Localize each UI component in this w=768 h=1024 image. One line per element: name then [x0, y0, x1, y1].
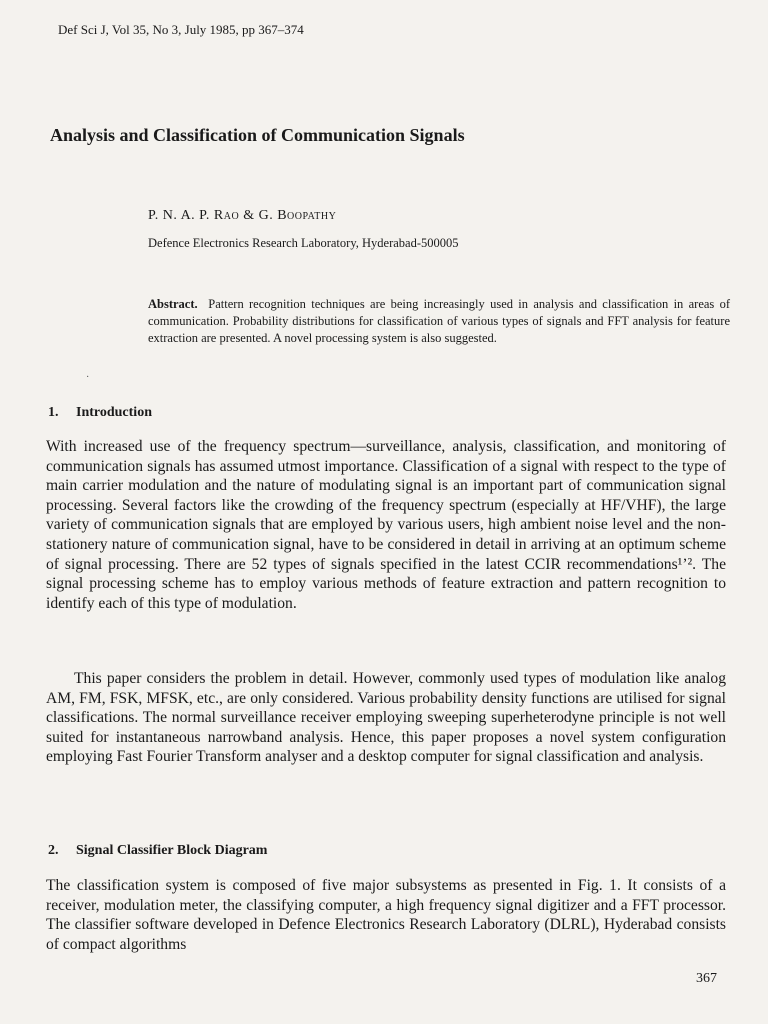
author-separator: & G.	[239, 208, 278, 223]
affiliation: Defence Electronics Research Laboratory, Hyderabad-500005	[148, 236, 459, 250]
paper-title: Analysis and Classification of Communication Signals	[50, 125, 465, 145]
abstract-text: Pattern recognition techniques are being increasingly used in analysis and classification in areas of communication. Probability distributions for classification of various types of signals and FFT analysis for feature extraction are presented. A novel processing system is also suggested.	[148, 297, 731, 345]
abstract	[148, 296, 730, 347]
author-line	[148, 208, 336, 224]
section-title: Signal Classifier Block Diagram	[76, 843, 268, 858]
author-surname-2: Boopathy	[277, 208, 337, 223]
section-number: 1.	[48, 405, 59, 420]
section-heading-introduction	[48, 405, 152, 421]
section-heading-block-diagram	[48, 843, 267, 859]
paragraph-intro-2: This paper considers the problem in detail. However, commonly used types of modulation like analog AM, FM, FSK, MFSK, etc., are only considered. Various probability density functions are utilised for signal classifications. The normal surveillance receiver employing sweeping superheterodyne principle is not well suited for instantaneous narrowband analysis. Hence, this paper proposes a novel system configuration employing Fast Fourier Transform analyser and a desktop computer for signal classification and analysis.	[46, 670, 726, 766]
section-title: Introduction	[76, 405, 152, 420]
page-number: 367	[696, 971, 717, 986]
scan-speck: ·	[86, 372, 90, 383]
abstract-label: Abstract.	[148, 297, 198, 311]
paragraph-intro-1: With increased use of the frequency spectrum—surveillance, analysis, classification, and monitoring of communication signals has assumed utmost importance. Classification of a signal with respect to the type of main carrier modulation and the nature of modulating signal is an important part of communication signal processing. Several factors like the crowding of the frequency spectrum (especially at HF/VHF), the large variety of communication signals that are employed by various users, high ambient noise level and the non-stationery nature of communication signal, have to be considered in detail in arriving at an optimum scheme of signal processing. There are 52 types of signals specified in the latest CCIR recommendations¹’². The signal processing scheme has to employ various methods of feature extraction and pattern recognition to identify each of this type of modulation.	[46, 438, 726, 612]
author-surname-1: Rao	[213, 208, 240, 223]
author-initials: P. N. A. P.	[148, 208, 214, 223]
journal-reference: Def Sci J, Vol 35, No 3, July 1985, pp 367–374	[58, 22, 304, 37]
paragraph-block-diagram-1: The classification system is composed of five major subsystems as presented in Fig. 1. It consists of a receiver, modulation meter, the classifying computer, a high frequency signal digitizer and a FFT processor. The classifier software developed in Defence Electronics Research Laboratory (DLRL), Hyderabad consists of compact algorithms	[46, 877, 726, 953]
section-number: 2.	[48, 843, 59, 858]
